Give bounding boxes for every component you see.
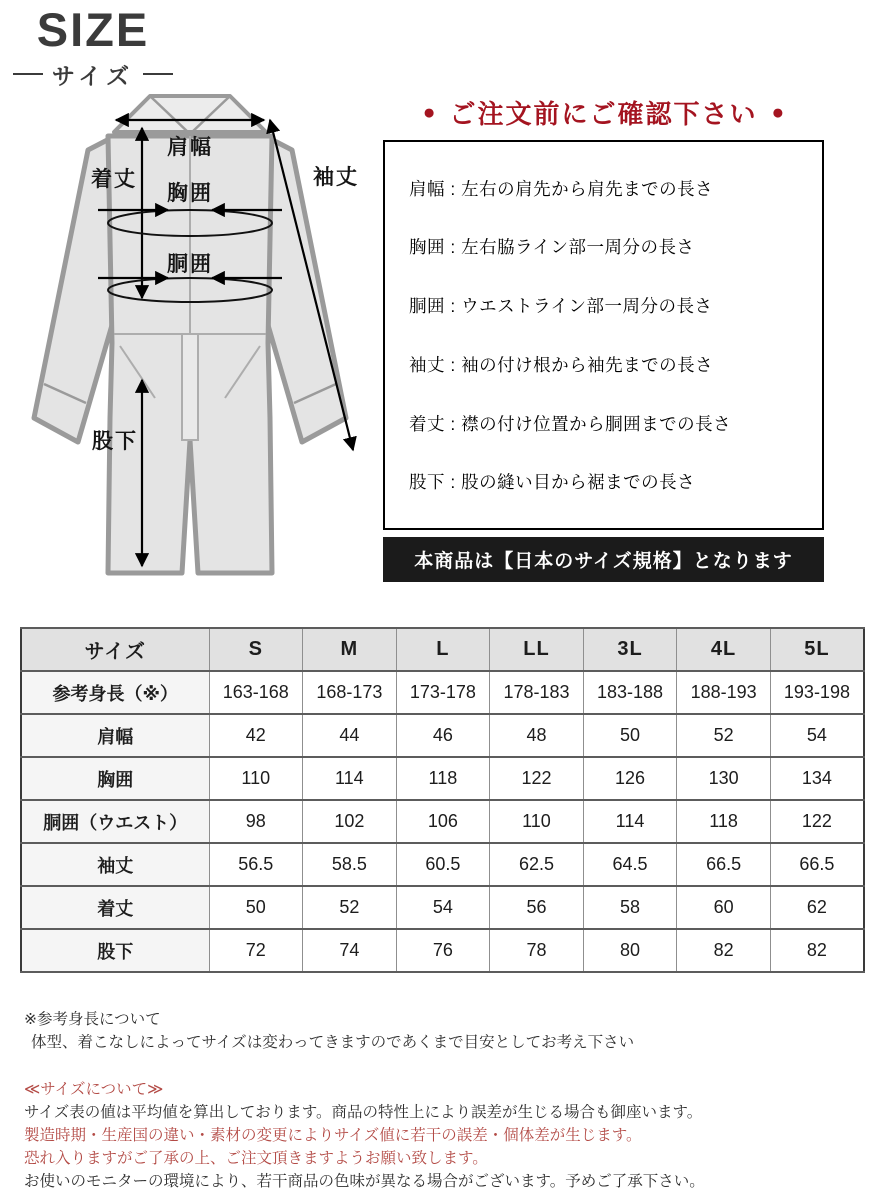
definition-item: 胸囲 : 左右脇ライン部一周分の長さ xyxy=(409,237,695,258)
cell: 44 xyxy=(303,714,397,757)
cell: 122 xyxy=(770,800,864,843)
body-length-label: 着丈 xyxy=(91,168,137,191)
bullet-dot-icon: ● xyxy=(771,101,785,124)
cell: 54 xyxy=(396,886,490,929)
cell: 62.5 xyxy=(490,843,584,886)
table-row xyxy=(21,714,864,757)
row-label: 肩幅 xyxy=(21,714,209,757)
cell: 78 xyxy=(490,929,584,972)
size-note-line: お使いのモニターの環境により、若干商品の色味が異なる場合がございます。予めご了承下さい。 xyxy=(24,1173,705,1190)
cell: 82 xyxy=(770,929,864,972)
chest-girth-label: 胸囲 xyxy=(167,182,213,205)
cell: 130 xyxy=(677,757,771,800)
cell: 106 xyxy=(396,800,490,843)
table-row xyxy=(21,671,864,714)
measurement-definition-box xyxy=(383,140,824,530)
cell: 80 xyxy=(583,929,677,972)
size-note-line: サイズ表の値は平均値を算出しております。商品の特性上により誤差が生じる場合も御座います。 xyxy=(24,1104,703,1121)
cell: 52 xyxy=(677,714,771,757)
cell: 52 xyxy=(303,886,397,929)
table-row xyxy=(21,929,864,972)
definition-item: 着丈 : 襟の付け位置から胴囲までの長さ xyxy=(409,413,732,434)
cell: 56.5 xyxy=(209,843,303,886)
decorative-dash xyxy=(143,73,173,75)
confirm-header xyxy=(383,94,824,131)
size-subtitle: サイズ xyxy=(51,62,135,89)
cell: 134 xyxy=(770,757,864,800)
cell: 188-193 xyxy=(677,671,771,714)
definition-item: 袖丈 : 袖の付け根から袖先までの長さ xyxy=(409,354,714,375)
cell: 102 xyxy=(303,800,397,843)
cell: 58 xyxy=(583,886,677,929)
size-title: SIZE xyxy=(36,3,150,56)
size-table-wrap xyxy=(20,627,865,973)
cell: 163-168 xyxy=(209,671,303,714)
header-cell: サイズ xyxy=(21,628,209,671)
cell: 42 xyxy=(209,714,303,757)
row-label: 参考身長（※） xyxy=(21,671,209,714)
size-table xyxy=(20,627,865,973)
header-cell: M xyxy=(303,628,397,671)
cell: 118 xyxy=(677,800,771,843)
header-cell: 4L xyxy=(677,628,771,671)
cell: 64.5 xyxy=(583,843,677,886)
inseam-label: 股下 xyxy=(92,430,138,453)
coverall-measurement-diagram xyxy=(20,88,380,613)
jp-size-standard-bar xyxy=(383,537,824,582)
cell: 54 xyxy=(770,714,864,757)
definition-item: 胴囲 : ウエストライン部一周分の長さ xyxy=(409,296,713,317)
definition-item: 肩幅 : 左右の肩先から肩先までの長さ xyxy=(409,178,714,199)
cell: 66.5 xyxy=(770,843,864,886)
header-cell: L xyxy=(396,628,490,671)
cell: 56 xyxy=(490,886,584,929)
cell: 50 xyxy=(209,886,303,929)
table-row xyxy=(21,886,864,929)
cell: 66.5 xyxy=(677,843,771,886)
size-subtitle-row xyxy=(13,58,173,91)
cell: 110 xyxy=(209,757,303,800)
sleeve-length-label: 袖丈 xyxy=(313,166,359,189)
waist-girth-label: 胴囲 xyxy=(167,253,213,276)
row-label: 股下 xyxy=(21,929,209,972)
cell: 168-173 xyxy=(303,671,397,714)
cell: 76 xyxy=(396,929,490,972)
cell: 48 xyxy=(490,714,584,757)
header-cell: 5L xyxy=(770,628,864,671)
size-note-block xyxy=(24,1078,869,1193)
height-note-title: ※参考身長について xyxy=(24,1011,161,1028)
header-cell: 3L xyxy=(583,628,677,671)
cell: 118 xyxy=(396,757,490,800)
front-placket xyxy=(182,334,198,440)
cell: 58.5 xyxy=(303,843,397,886)
size-note-line: 製造時期・生産国の違い・素材の変更によりサイズ値に若干の誤差・個体差が生じます。 xyxy=(24,1127,642,1144)
header-cell: LL xyxy=(490,628,584,671)
cell: 82 xyxy=(677,929,771,972)
table-row xyxy=(21,843,864,886)
size-note-title: ≪サイズについて≫ xyxy=(24,1081,164,1098)
cell: 72 xyxy=(209,929,303,972)
cell: 122 xyxy=(490,757,584,800)
cell: 114 xyxy=(303,757,397,800)
cell: 114 xyxy=(583,800,677,843)
cell: 173-178 xyxy=(396,671,490,714)
shoulder-width-label: 肩幅 xyxy=(167,136,213,159)
cell: 110 xyxy=(490,800,584,843)
cell: 178-183 xyxy=(490,671,584,714)
cell: 60.5 xyxy=(396,843,490,886)
row-label: 着丈 xyxy=(21,886,209,929)
table-header-row xyxy=(21,628,864,671)
footnotes xyxy=(24,1008,869,1193)
size-section-header xyxy=(8,4,178,91)
cell: 126 xyxy=(583,757,677,800)
cell: 98 xyxy=(209,800,303,843)
row-label: 袖丈 xyxy=(21,843,209,886)
table-row xyxy=(21,800,864,843)
collar xyxy=(114,96,266,132)
confirm-title: ご注文前にご確認下さい xyxy=(449,99,758,129)
size-note-line: 恐れ入りますがご了承の上、ご注文頂きますようお願い致します。 xyxy=(24,1150,488,1167)
cell: 62 xyxy=(770,886,864,929)
row-label: 胸囲 xyxy=(21,757,209,800)
cell: 60 xyxy=(677,886,771,929)
height-note-body: 体型、着こなしによってサイズは変わってきますのであくまで目安としてお考え下さい xyxy=(31,1034,635,1051)
cell: 50 xyxy=(583,714,677,757)
header-cell: S xyxy=(209,628,303,671)
jp-size-standard-text: 本商品は【日本のサイズ規格】となります xyxy=(414,551,793,572)
cell: 74 xyxy=(303,929,397,972)
table-row xyxy=(21,757,864,800)
cell: 46 xyxy=(396,714,490,757)
cell: 193-198 xyxy=(770,671,864,714)
cell: 183-188 xyxy=(583,671,677,714)
row-label: 胴囲（ウエスト） xyxy=(21,800,209,843)
bullet-dot-icon: ● xyxy=(422,101,436,124)
decorative-dash xyxy=(13,73,43,75)
definition-item: 股下 : 股の縫い目から裾までの長さ xyxy=(409,472,696,493)
